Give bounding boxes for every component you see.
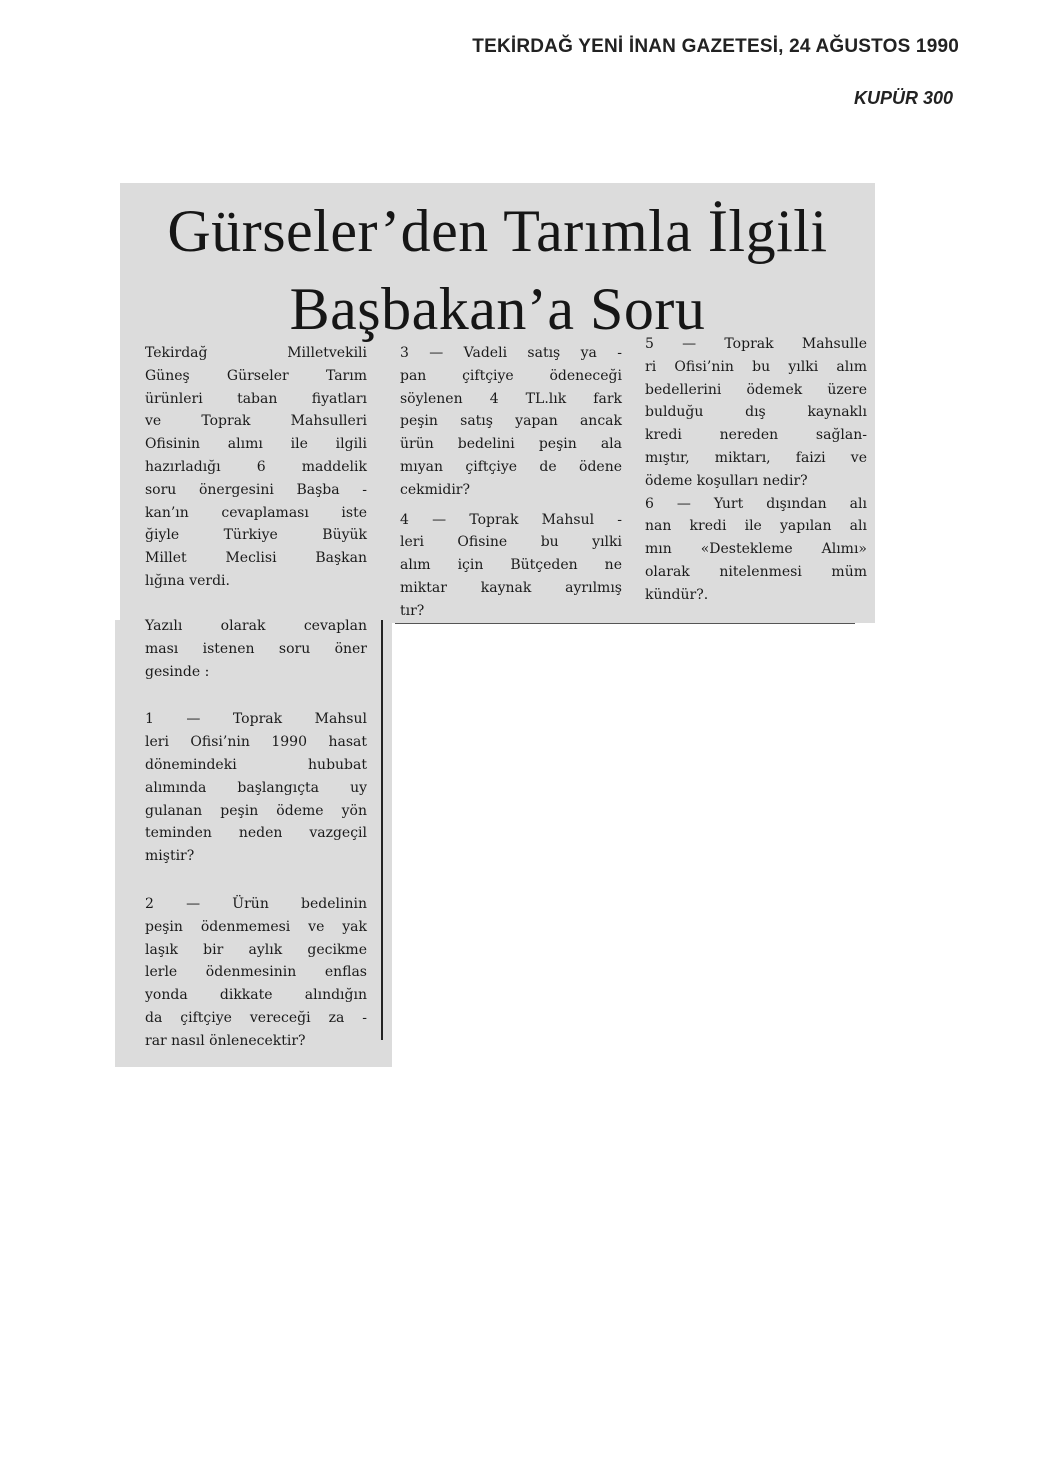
question-1-line: leri Ofisi’nin 1990 hasat	[145, 734, 367, 751]
question-2-line: peşin ödenmemesi ve yak	[145, 918, 367, 935]
question-1-line: dönemindeki hububat	[145, 756, 367, 773]
question-5-line: bulduğu dış kaynaklı	[645, 404, 867, 421]
question-1-line: miştir?	[145, 848, 195, 865]
question-3-line: peşin satış yapan ancak	[400, 413, 622, 430]
question-1-line: teminden neden vazgeçil	[145, 825, 367, 842]
text-line: Yazılı olarak cevaplan	[145, 618, 367, 634]
text-line: Tekirdağ Milletvekili	[145, 345, 367, 361]
article-column-1-continued	[145, 615, 367, 1053]
text-line: hazırladığı 6 maddelik	[145, 458, 367, 475]
text-line: ğiyle Türkiye Büyük	[145, 527, 367, 544]
question-6-line: olarak nitelenmesi müm	[645, 563, 867, 580]
article-column-2	[400, 342, 622, 623]
text-line: Millet Meclisi Başkan	[145, 550, 367, 567]
question-6-line: mın «Destekleme Alımı»	[645, 541, 867, 558]
question-1-line: 1 — Toprak Mahsul	[145, 711, 367, 728]
question-5-line: kredi nereden sağlan-	[645, 427, 867, 444]
text-line: soru önergesini Başba -	[145, 481, 367, 498]
question-5-line: bedellerini ödemek üzere	[645, 381, 867, 398]
question-4-line: 4 — Toprak Mahsul -	[400, 511, 622, 528]
text-line: Güneş Gürseler Tarım	[145, 367, 367, 384]
question-3-line: söylenen 4 TL.lık fark	[400, 390, 622, 407]
question-4-line: leri Ofisine bu yılki	[400, 534, 622, 551]
question-3-line: ürün bedelini peşin ala	[400, 436, 622, 453]
article-headline	[120, 192, 875, 348]
question-2-line: da çiftçiye vereceği za -	[145, 1009, 367, 1026]
question-4-line: tır?	[400, 602, 425, 619]
question-5-line: ödeme koşulları nedir?	[645, 472, 808, 489]
text-line: kan’ın cevaplaması iste	[145, 504, 367, 521]
headline-line-2: Başbakan’a Soru	[289, 276, 706, 342]
question-5-line: mıştır, miktarı, faizi ve	[645, 449, 867, 466]
question-3-line: pan çiftçiye ödeneceği	[400, 367, 622, 384]
text-line: lığına verdi.	[145, 572, 230, 589]
question-4-line: miktar kaynak ayrılmış	[400, 579, 622, 596]
question-2-line: rar nasıl önlenecektir?	[145, 1032, 306, 1049]
question-5-line: 5 — Toprak Mahsulle	[645, 336, 867, 352]
question-6-line: 6 — Yurt dışından alı	[645, 495, 867, 512]
question-3-line: mıyan çiftçiye de ödene	[400, 458, 622, 475]
clipping-number: KUPÜR 300	[853, 88, 953, 108]
question-2-line: yonda dikkate alındığın	[145, 987, 367, 1004]
column-divider	[381, 620, 383, 1040]
clipping-bottom-edge	[395, 623, 855, 624]
question-2-line: 2 — Ürün bedelinin	[145, 895, 367, 912]
text-line: ve Toprak Mahsulleri	[145, 413, 367, 430]
headline-line-1: Gürseler’den Tarımla İlgili	[167, 198, 828, 264]
text-line: Ofisinin alımı ile ilgili	[145, 436, 367, 453]
question-6-line: nan kredi ile yapılan alı	[645, 518, 867, 535]
question-2-line: lerle ödenmesinin enflas	[145, 964, 367, 981]
question-5-line: ri Ofisi’nin bu yılki alım	[645, 358, 867, 375]
text-line: ürünleri taban fiyatları	[145, 390, 367, 407]
question-3-line: cekmidir?	[400, 481, 470, 498]
question-6-line: kündür?.	[645, 586, 709, 603]
question-1-line: alımında başlangıçta uy	[145, 779, 367, 796]
newspaper-source-line: TEKİRDAĞ YENİ İNAN GAZETESİ, 24 AĞUSTOS 1990	[472, 36, 959, 57]
question-1-line: gulanan peşin ödeme yön	[145, 802, 367, 819]
article-column-1	[145, 342, 367, 593]
question-2-line: laşık bir aylık gecikme	[145, 941, 367, 958]
article-column-3	[645, 333, 867, 607]
text-line: gesinde :	[145, 663, 210, 680]
question-3-line: 3 — Vadeli satış ya -	[400, 345, 622, 361]
text-line: ması istenen soru öner	[145, 640, 367, 657]
question-4-line: alım için Bütçeden ne	[400, 557, 622, 574]
